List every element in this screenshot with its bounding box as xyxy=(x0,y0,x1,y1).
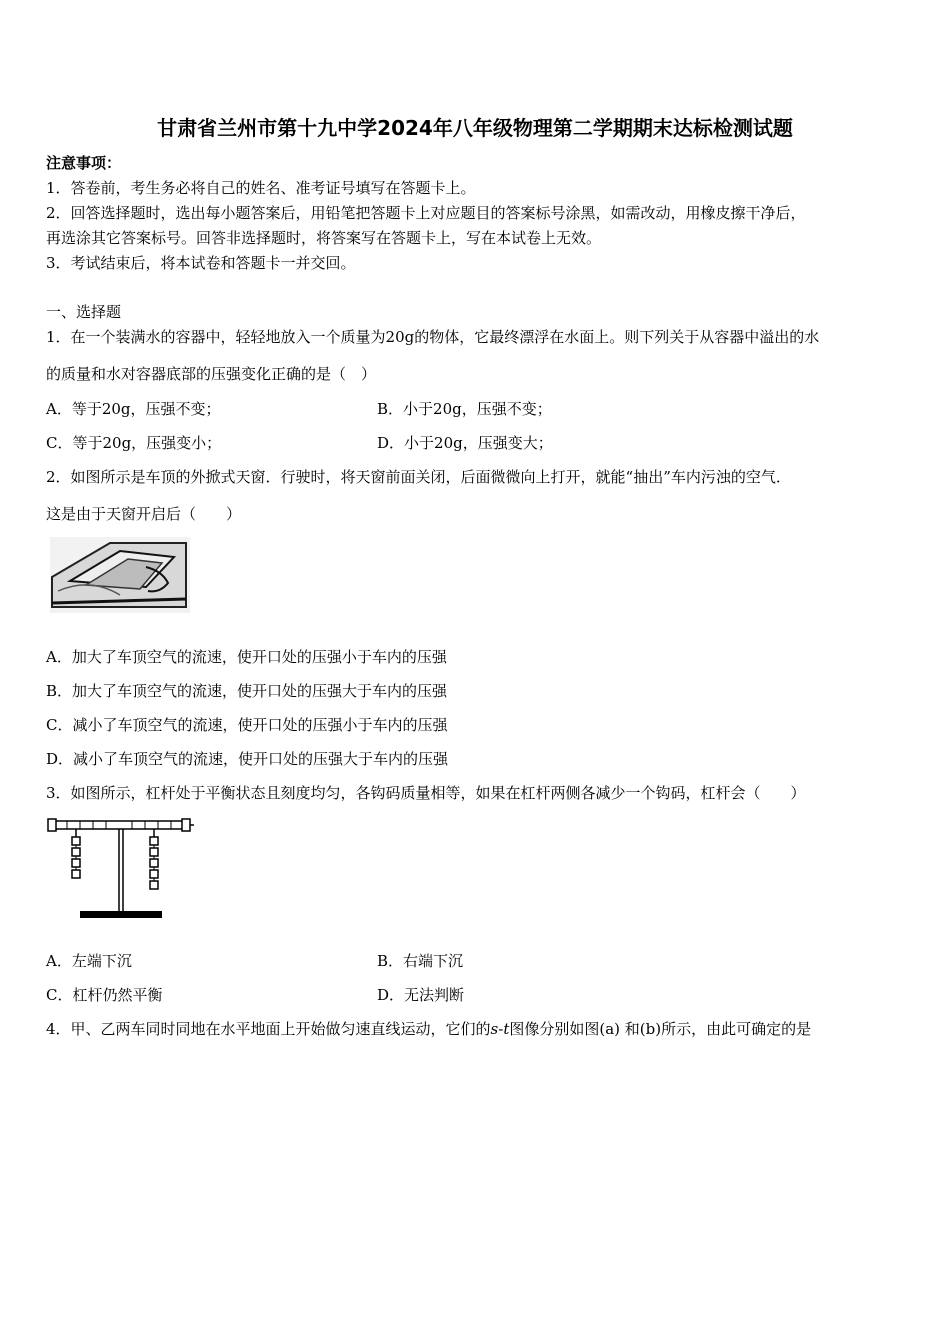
question-2-option-a: A．加大了车顶空气的流速，使开口处的压强小于车内的压强 xyxy=(46,648,447,666)
sunroof-figure xyxy=(50,537,190,613)
question-3-option-d: D．无法判断 xyxy=(377,986,465,1004)
question-2-stem-line-1: 2．如图所示是车顶的外掀式天窗．行驶时，将天窗前面关闭，后面微微向上打开，就能“抽出”车内污浊的空气． xyxy=(46,468,791,486)
question-3-option-b: B．右端下沉 xyxy=(377,952,464,970)
question-2-option-b: B．加大了车顶空气的流速，使开口处的压强大于车内的压强 xyxy=(46,682,448,700)
question-2-option-d: D．减小了车顶空气的流速，使开口处的压强大于车内的压强 xyxy=(46,750,449,768)
page-title: 甘肃省兰州市第十九中学2024年八年级物理第二学期期末达标检测试题 xyxy=(157,116,793,140)
lever-figure xyxy=(46,815,196,923)
question-4-stem-part-2: 图像分别如图(a) 和(b)所示，由此可确定的是 xyxy=(509,1020,812,1038)
question-4-st-symbol: s-t xyxy=(490,1020,510,1038)
notice-item: 1．答卷前，考生务必将自己的姓名、准考证号填写在答题卡上。 xyxy=(46,179,476,197)
question-2-option-c: C．减小了车顶空气的流速，使开口处的压强小于车内的压强 xyxy=(46,716,448,734)
notice-item: 2．回答选择题时，选出每小题答案后，用铅笔把答题卡上对应题目的答案标号涂黑，如需改动，用橡皮擦干净后， xyxy=(46,204,806,222)
question-1-option-c: C．等于20g，压强变小； xyxy=(46,434,222,452)
section-heading: 一、选择题 xyxy=(46,303,122,321)
question-3-option-a: A．左端下沉 xyxy=(46,952,132,970)
question-1-stem-line-1: 1．在一个装满水的容器中，轻轻地放入一个质量为20g的物体，它最终漂浮在水面上。则下列关于从容器中溢出的水 xyxy=(46,328,820,346)
notice-item: 3．考试结束后，将本试卷和答题卡一并交回。 xyxy=(46,254,356,272)
question-3-option-c: C．杠杆仍然平衡 xyxy=(46,986,163,1004)
question-1-option-d: D．小于20g，压强变大； xyxy=(377,434,553,452)
notice-item: 再选涂其它答案标号。回答非选择题时，将答案写在答题卡上，写在本试卷上无效。 xyxy=(46,229,602,247)
question-1-stem-line-2: 的质量和水对容器底部的压强变化正确的是（ ） xyxy=(46,365,377,383)
question-3-stem: 3．如图所示，杠杆处于平衡状态且刻度均匀，各钩码质量相等，如果在杠杆两侧各减少一个钩码，杠杆会（ ） xyxy=(46,784,806,802)
question-4-stem-part-1: 4．甲、乙两车同时同地在水平地面上开始做匀速直线运动，它们的 xyxy=(46,1020,491,1038)
question-2-stem-line-2: 这是由于天窗开启后（ ） xyxy=(46,505,242,523)
notice-heading: 注意事项： xyxy=(46,154,122,172)
question-1-option-b: B．小于20g，压强不变； xyxy=(377,400,552,418)
question-4-stem xyxy=(46,1018,811,1039)
question-1-option-a: A．等于20g，压强不变； xyxy=(46,400,221,418)
